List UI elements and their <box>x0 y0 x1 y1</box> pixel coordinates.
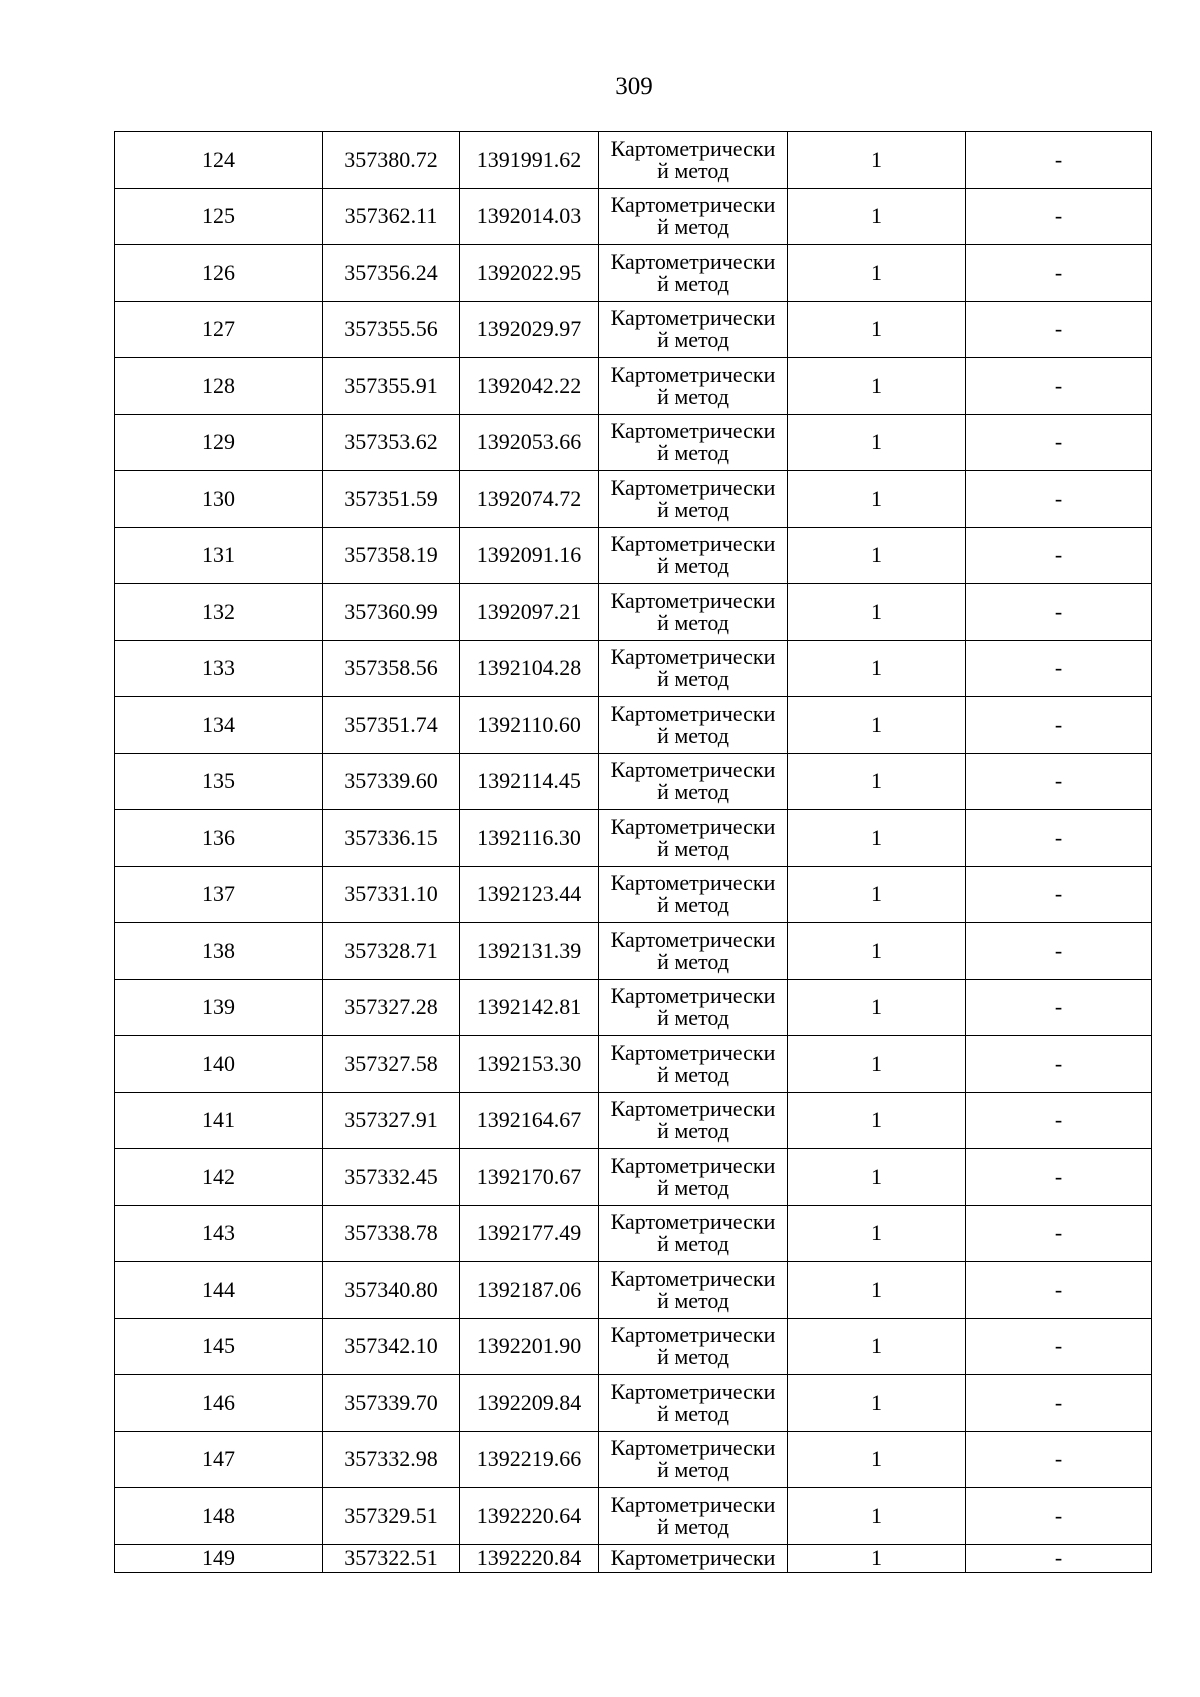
method-text-line-2: й метод <box>657 1005 729 1031</box>
point-number-cell: 126 <box>115 245 323 302</box>
method-text-line-2: й метод <box>657 666 729 692</box>
point-number-cell: 134 <box>115 697 323 754</box>
accuracy-cell: 1 <box>788 1431 966 1488</box>
method-text-line-2: й метод <box>657 214 729 240</box>
point-number-cell: 142 <box>115 1149 323 1206</box>
method-text-line-1: Картометрически <box>610 1209 776 1235</box>
note-cell: - <box>966 1488 1152 1545</box>
method-text-line-1: Картометрически <box>610 418 776 444</box>
method-text-line-2: й метод <box>657 1400 729 1426</box>
note-cell: - <box>966 697 1152 754</box>
method-text-line-1: Картометрически <box>610 1378 776 1404</box>
note-cell: - <box>966 471 1152 528</box>
method-text-line-1: Картометрически <box>610 870 776 896</box>
accuracy-cell: 1 <box>788 866 966 923</box>
point-number-cell: 129 <box>115 414 323 471</box>
point-number-cell: 145 <box>115 1318 323 1375</box>
x-coordinate-cell: 357332.45 <box>323 1149 460 1206</box>
method-cell <box>599 810 788 867</box>
x-coordinate-cell: 357327.91 <box>323 1092 460 1149</box>
table-row <box>115 1488 1152 1545</box>
point-number-cell: 136 <box>115 810 323 867</box>
method-text-line-2: й метод <box>657 948 729 974</box>
method-cell <box>599 527 788 584</box>
table-row <box>115 358 1152 415</box>
method-cell <box>599 358 788 415</box>
accuracy-cell: 1 <box>788 132 966 189</box>
accuracy-cell: 1 <box>788 1205 966 1262</box>
method-text-line-1: Картометрически <box>610 361 776 387</box>
table-row <box>115 1036 1152 1093</box>
method-cell <box>599 584 788 641</box>
method-text-line-2: й метод <box>657 157 729 183</box>
method-text-line-2: й метод <box>657 1231 729 1257</box>
accuracy-cell: 1 <box>788 1092 966 1149</box>
method-cell <box>599 697 788 754</box>
table-row <box>115 923 1152 980</box>
y-coordinate-cell: 1392022.95 <box>460 245 599 302</box>
method-text-line-1: Картометрически <box>610 1491 776 1517</box>
method-cell <box>599 471 788 528</box>
method-text-line-2: й метод <box>657 1061 729 1087</box>
x-coordinate-cell: 357336.15 <box>323 810 460 867</box>
accuracy-cell: 1 <box>788 923 966 980</box>
method-text-line-1: Картометрически <box>610 644 776 670</box>
method-cell <box>599 1092 788 1149</box>
accuracy-cell: 1 <box>788 1262 966 1319</box>
y-coordinate-cell: 1392053.66 <box>460 414 599 471</box>
accuracy-cell: 1 <box>788 358 966 415</box>
note-cell: - <box>966 979 1152 1036</box>
table-row <box>115 414 1152 471</box>
accuracy-cell: 1 <box>788 810 966 867</box>
method-text-line-2: й метод <box>657 609 729 635</box>
y-coordinate-cell: 1392116.30 <box>460 810 599 867</box>
x-coordinate-cell: 357358.19 <box>323 527 460 584</box>
x-coordinate-cell: 357380.72 <box>323 132 460 189</box>
point-number-cell: 140 <box>115 1036 323 1093</box>
y-coordinate-cell: 1392131.39 <box>460 923 599 980</box>
table-row <box>115 1375 1152 1432</box>
point-number-cell: 146 <box>115 1375 323 1432</box>
method-text-line-1: Картометрически <box>610 757 776 783</box>
point-number-cell: 132 <box>115 584 323 641</box>
accuracy-cell: 1 <box>788 979 966 1036</box>
note-cell: - <box>966 866 1152 923</box>
table-row <box>115 1544 1152 1572</box>
point-number-cell: 125 <box>115 188 323 245</box>
point-number-cell: 130 <box>115 471 323 528</box>
x-coordinate-cell: 357351.74 <box>323 697 460 754</box>
table-row <box>115 640 1152 697</box>
method-text-line-1: Картометрически <box>610 983 776 1009</box>
note-cell: - <box>966 301 1152 358</box>
x-coordinate-cell: 357329.51 <box>323 1488 460 1545</box>
table-row <box>115 753 1152 810</box>
method-cell <box>599 1318 788 1375</box>
method-cell <box>599 1431 788 1488</box>
x-coordinate-cell: 357328.71 <box>323 923 460 980</box>
y-coordinate-cell: 1392104.28 <box>460 640 599 697</box>
accuracy-cell: 1 <box>788 1488 966 1545</box>
accuracy-cell: 1 <box>788 471 966 528</box>
page-number: 309 <box>615 73 653 100</box>
x-coordinate-cell: 357351.59 <box>323 471 460 528</box>
point-number-cell: 147 <box>115 1431 323 1488</box>
method-cell <box>599 1488 788 1545</box>
note-cell: - <box>966 1092 1152 1149</box>
method-text-line-1: Картометрически <box>610 531 776 557</box>
y-coordinate-cell: 1392123.44 <box>460 866 599 923</box>
note-cell: - <box>966 188 1152 245</box>
method-text-line-2: й метод <box>657 327 729 353</box>
point-number-cell: 144 <box>115 1262 323 1319</box>
table-row <box>115 979 1152 1036</box>
method-cell <box>599 923 788 980</box>
method-text-line-2: й метод <box>657 553 729 579</box>
point-number-cell: 137 <box>115 866 323 923</box>
note-cell: - <box>966 245 1152 302</box>
method-cell <box>599 414 788 471</box>
note-cell: - <box>966 923 1152 980</box>
table-row <box>115 1431 1152 1488</box>
point-number-cell: 128 <box>115 358 323 415</box>
method-text-line-1: Картометрически <box>610 1096 776 1122</box>
method-cell <box>599 1205 788 1262</box>
point-number-cell: 143 <box>115 1205 323 1262</box>
y-coordinate-cell: 1392220.64 <box>460 1488 599 1545</box>
x-coordinate-cell: 357360.99 <box>323 584 460 641</box>
accuracy-cell: 1 <box>788 1036 966 1093</box>
accuracy-cell: 1 <box>788 414 966 471</box>
table-row <box>115 527 1152 584</box>
x-coordinate-cell: 357339.70 <box>323 1375 460 1432</box>
accuracy-cell: 1 <box>788 753 966 810</box>
method-text-line-1: Картометрически <box>610 1322 776 1348</box>
table-row <box>115 188 1152 245</box>
point-number-cell: 148 <box>115 1488 323 1545</box>
method-text-line-1: Картометрически <box>610 587 776 613</box>
note-cell: - <box>966 584 1152 641</box>
table-row <box>115 1318 1152 1375</box>
note-cell: - <box>966 132 1152 189</box>
note-cell: - <box>966 1149 1152 1206</box>
method-text-line-2: й метод <box>657 440 729 466</box>
y-coordinate-cell: 1392164.67 <box>460 1092 599 1149</box>
method-cell <box>599 753 788 810</box>
method-cell <box>599 866 788 923</box>
method-text-line-1: Картометрически <box>610 813 776 839</box>
method-cell <box>599 301 788 358</box>
table-row <box>115 471 1152 528</box>
method-text-line-1: Картометрически <box>610 926 776 952</box>
note-cell: - <box>966 1544 1152 1572</box>
y-coordinate-cell: 1392091.16 <box>460 527 599 584</box>
note-cell: - <box>966 1205 1152 1262</box>
table-row <box>115 1092 1152 1149</box>
note-cell: - <box>966 1431 1152 1488</box>
y-coordinate-cell: 1392114.45 <box>460 753 599 810</box>
table-row <box>115 245 1152 302</box>
x-coordinate-cell: 357322.51 <box>323 1544 460 1572</box>
note-cell: - <box>966 1036 1152 1093</box>
accuracy-cell: 1 <box>788 1318 966 1375</box>
y-coordinate-cell: 1392110.60 <box>460 697 599 754</box>
method-cell <box>599 188 788 245</box>
method-cell <box>599 1544 788 1572</box>
x-coordinate-cell: 357355.91 <box>323 358 460 415</box>
point-number-cell: 127 <box>115 301 323 358</box>
method-text-line-2: й метод <box>657 835 729 861</box>
method-text-line-1: Картометрически <box>610 1544 776 1570</box>
y-coordinate-cell: 1392187.06 <box>460 1262 599 1319</box>
accuracy-cell: 1 <box>788 188 966 245</box>
note-cell: - <box>966 358 1152 415</box>
accuracy-cell: 1 <box>788 245 966 302</box>
x-coordinate-cell: 357355.56 <box>323 301 460 358</box>
accuracy-cell: 1 <box>788 697 966 754</box>
method-cell <box>599 979 788 1036</box>
point-number-cell: 138 <box>115 923 323 980</box>
method-text-line-2: й метод <box>657 1513 729 1539</box>
x-coordinate-cell: 357362.11 <box>323 188 460 245</box>
x-coordinate-cell: 357327.28 <box>323 979 460 1036</box>
point-number-cell: 135 <box>115 753 323 810</box>
y-coordinate-cell: 1392170.67 <box>460 1149 599 1206</box>
method-text-line-2: й метод <box>657 1344 729 1370</box>
method-cell <box>599 1375 788 1432</box>
method-text-line-1: Картометрически <box>610 1152 776 1178</box>
accuracy-cell: 1 <box>788 584 966 641</box>
y-coordinate-cell: 1392219.66 <box>460 1431 599 1488</box>
note-cell: - <box>966 640 1152 697</box>
point-number-cell: 131 <box>115 527 323 584</box>
method-text-line-2: й метод <box>657 1457 729 1483</box>
method-text-line-2: й метод <box>657 722 729 748</box>
y-coordinate-cell: 1392029.97 <box>460 301 599 358</box>
x-coordinate-cell: 357331.10 <box>323 866 460 923</box>
method-text-line-1: Картометрически <box>610 700 776 726</box>
table-row <box>115 866 1152 923</box>
table-row <box>115 1149 1152 1206</box>
method-text-line-1: Картометрически <box>610 1039 776 1065</box>
accuracy-cell: 1 <box>788 640 966 697</box>
y-coordinate-cell: 1392014.03 <box>460 188 599 245</box>
method-text-line-1: Картометрически <box>610 1435 776 1461</box>
accuracy-cell: 1 <box>788 1544 966 1572</box>
note-cell: - <box>966 1318 1152 1375</box>
method-text-line-1: Картометрически <box>610 192 776 218</box>
accuracy-cell: 1 <box>788 1149 966 1206</box>
method-text-line-2: й метод <box>657 383 729 409</box>
y-coordinate-cell: 1392142.81 <box>460 979 599 1036</box>
method-cell <box>599 1149 788 1206</box>
note-cell: - <box>966 1375 1152 1432</box>
y-coordinate-cell: 1392209.84 <box>460 1375 599 1432</box>
point-number-cell: 141 <box>115 1092 323 1149</box>
x-coordinate-cell: 357332.98 <box>323 1431 460 1488</box>
coordinates-table <box>114 131 1152 1573</box>
x-coordinate-cell: 357339.60 <box>323 753 460 810</box>
x-coordinate-cell: 357353.62 <box>323 414 460 471</box>
method-cell <box>599 1262 788 1319</box>
y-coordinate-cell: 1392153.30 <box>460 1036 599 1093</box>
accuracy-cell: 1 <box>788 301 966 358</box>
x-coordinate-cell: 357356.24 <box>323 245 460 302</box>
x-coordinate-cell: 357342.10 <box>323 1318 460 1375</box>
method-text-line-1: Картометрически <box>610 248 776 274</box>
x-coordinate-cell: 357327.58 <box>323 1036 460 1093</box>
method-text-line-2: й метод <box>657 779 729 805</box>
table-row <box>115 132 1152 189</box>
table-row <box>115 301 1152 358</box>
y-coordinate-cell: 1392042.22 <box>460 358 599 415</box>
table-row <box>115 697 1152 754</box>
note-cell: - <box>966 1262 1152 1319</box>
method-cell <box>599 132 788 189</box>
y-coordinate-cell: 1391991.62 <box>460 132 599 189</box>
method-text-line-2: й метод <box>657 1287 729 1313</box>
point-number-cell: 124 <box>115 132 323 189</box>
point-number-cell: 139 <box>115 979 323 1036</box>
method-cell <box>599 640 788 697</box>
method-text-line-2: й метод <box>657 496 729 522</box>
y-coordinate-cell: 1392220.84 <box>460 1544 599 1572</box>
method-text-line-2: й метод <box>657 1118 729 1144</box>
method-text-line-2: й метод <box>657 892 729 918</box>
table-row <box>115 1205 1152 1262</box>
method-text-line-1: Картометрически <box>610 474 776 500</box>
point-number-cell: 133 <box>115 640 323 697</box>
y-coordinate-cell: 1392201.90 <box>460 1318 599 1375</box>
note-cell: - <box>966 753 1152 810</box>
method-text-line-1: Картометрически <box>610 135 776 161</box>
y-coordinate-cell: 1392177.49 <box>460 1205 599 1262</box>
method-text-line-1: Картометрически <box>610 305 776 331</box>
x-coordinate-cell: 357340.80 <box>323 1262 460 1319</box>
x-coordinate-cell: 357338.78 <box>323 1205 460 1262</box>
note-cell: - <box>966 810 1152 867</box>
table-row <box>115 810 1152 867</box>
method-text-line-2: й метод <box>657 270 729 296</box>
y-coordinate-cell: 1392097.21 <box>460 584 599 641</box>
method-text-line-2: й метод <box>657 1174 729 1200</box>
point-number-cell: 149 <box>115 1544 323 1572</box>
note-cell: - <box>966 414 1152 471</box>
coordinates-table-body <box>115 132 1152 1573</box>
y-coordinate-cell: 1392074.72 <box>460 471 599 528</box>
method-text-line-1: Картометрически <box>610 1265 776 1291</box>
method-cell <box>599 1036 788 1093</box>
table-row <box>115 1262 1152 1319</box>
accuracy-cell: 1 <box>788 1375 966 1432</box>
note-cell: - <box>966 527 1152 584</box>
x-coordinate-cell: 357358.56 <box>323 640 460 697</box>
accuracy-cell: 1 <box>788 527 966 584</box>
method-cell <box>599 245 788 302</box>
table-row <box>115 584 1152 641</box>
